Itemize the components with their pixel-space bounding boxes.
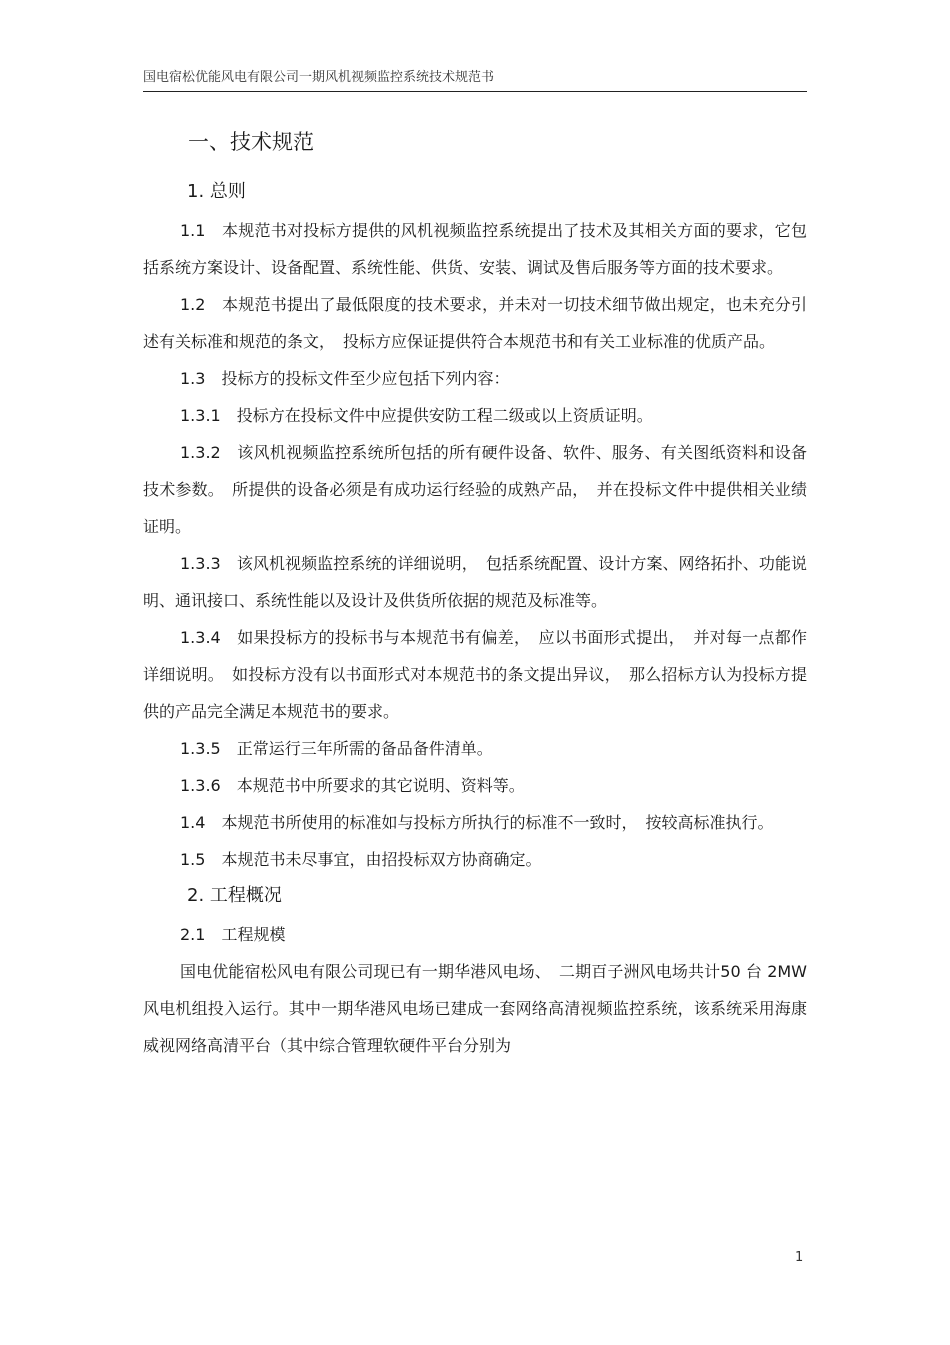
header-divider <box>143 91 807 92</box>
document-body <box>143 120 807 1064</box>
paragraph-1-2: 1.2 本规范书提出了最低限度的技术要求，并未对一切技术细节做出规定，也未充分引述有关标准和规范的条文， 投标方应保证提供符合本规范书和有关工业标准的优质产品。 <box>143 295 807 351</box>
paragraph-2-1: 2.1 工程规模 <box>180 925 286 944</box>
paragraph-1-4: 1.4 本规范书所使用的标准如与投标方所执行的标准不一致时， 按较高标准执行。 <box>180 813 774 832</box>
page-number: 1 <box>795 1250 804 1265</box>
paragraph-1-3-1: 1.3.1 投标方在投标文件中应提供安防工程二级或以上资质证明。 <box>180 406 653 425</box>
paragraph-1-3-3: 1.3.3 该风机视频监控系统的详细说明， 包括系统配置、设计方案、网络拓扑、功能说明、通讯接口、系统性能以及设计及供货所依据的规范及标准等。 <box>143 554 807 610</box>
section-heading-general: 1. 总则 <box>187 181 246 202</box>
paragraph-1-5: 1.5 本规范书未尽事宜，由招投标双方协商确定。 <box>180 850 542 869</box>
paragraph-1-3-4: 1.3.4 如果投标方的投标书与本规范书有偏差， 应以书面形式提出， 并对每一点都作详细说明。 如投标方没有以书面形式对本规范书的条文提出异议， 那么招标方认为投标方提供的产品完全满足本规范书的要求。 <box>143 628 807 721</box>
paragraph-1-3-6: 1.3.6 本规范书中所要求的其它说明、资料等。 <box>180 776 525 795</box>
paragraph-1-3-2: 1.3.2 该风机视频监控系统所包括的所有硬件设备、软件、服务、有关图纸资料和设备技术参数。 所提供的设备必须是有成功运行经验的成熟产品， 并在投标文件中提供相关业绩证明。 <box>143 443 807 536</box>
paragraph-1-3: 1.3 投标方的投标文件至少应包括下列内容： <box>180 369 510 388</box>
paragraph-1-1: 1.1 本规范书对投标方提供的风机视频监控系统提出了技术及其相关方面的要求，它包括系统方案设计、设备配置、系统性能、供货、安装、调试及售后服务等方面的技术要求。 <box>143 221 807 277</box>
running-header: 国电宿松优能风电有限公司一期风机视频监控系统技术规范书 <box>143 70 495 85</box>
paragraph-2-body: 国电优能宿松风电有限公司现已有一期华港风电场、 二期百子洲风电场共计50 台 2MW风电机组投入运行。其中一期华港风电场已建成一套网络高清视频监控系统，该系统采用海康威视网络高清平台（其中综合管理软硬件平台分别为 <box>143 962 807 1055</box>
section-heading-project-overview: 2. 工程概况 <box>187 885 282 906</box>
main-heading: 一、技术规范 <box>188 130 314 154</box>
paragraph-1-3-5: 1.3.5 正常运行三年所需的备品备件清单。 <box>180 739 493 758</box>
